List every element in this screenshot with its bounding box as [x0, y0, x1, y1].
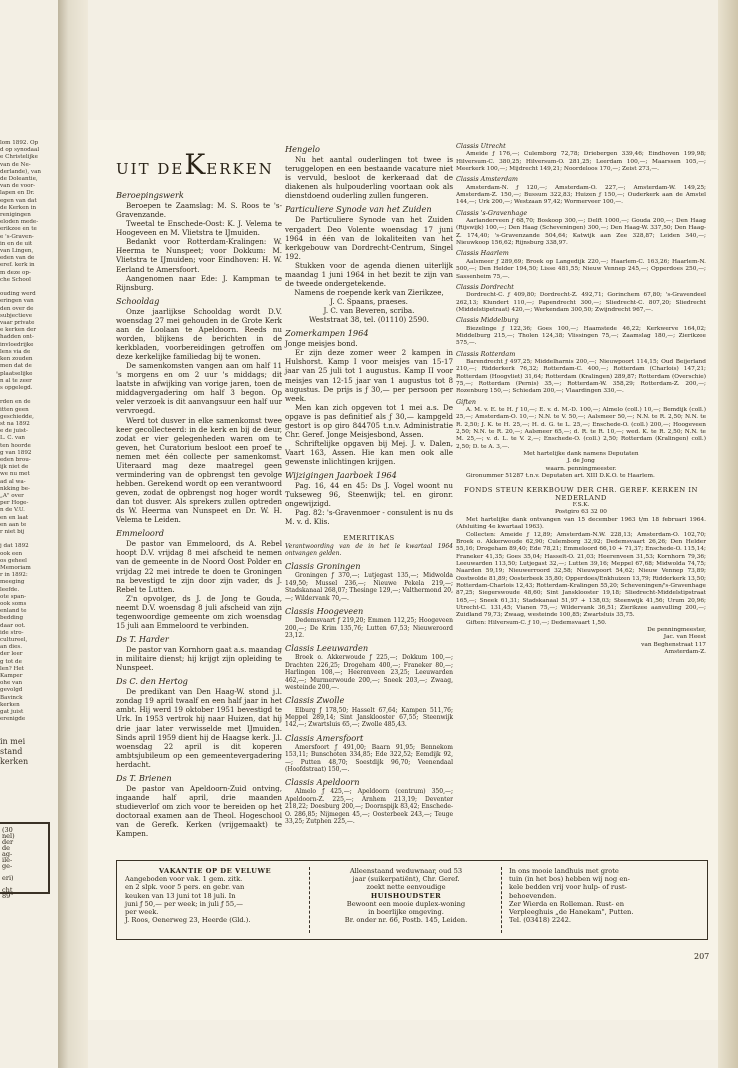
previous-page-line: kerken [0, 757, 29, 767]
section-masthead [116, 148, 284, 184]
section-heading: Giften [456, 397, 476, 406]
previous-page-line: an dies. [0, 644, 23, 651]
previous-page-box-line: cht [2, 886, 13, 894]
previous-page-line: e Christelijke [0, 154, 38, 161]
ad-huishoudster-line: zoekt nette eenvoudige [366, 883, 446, 892]
previous-page-line: ouding werd [0, 291, 36, 298]
page-number: 207 [694, 952, 710, 961]
ad-huishoudster-line: Bewoont een mooie duplex-woning [346, 899, 466, 908]
ad-landhuis [509, 867, 699, 924]
signature-line: J. C. Spaans, praeses. [330, 297, 408, 306]
previous-page-line: rden en de [0, 399, 31, 406]
previous-page-line: in mei [0, 737, 26, 747]
section-heading: Classis Leeuwarden [285, 643, 369, 654]
column-3 [456, 140, 706, 656]
signature-line: Weststraat 38, tel. (01110) 2590. [309, 315, 429, 325]
signature-line: waarn. penningmeester. [545, 465, 617, 472]
previous-page-line: Kamper [0, 673, 23, 680]
paragraph: De Particuliere Synode van het Zuiden vergadert Deo Volente woensdag 17 juni 1964 in één van de lokaliteiten van het kerkgebouw van Dordrecht-Centrum, Singel 192. [285, 215, 453, 261]
previous-page-line: eden van de [0, 255, 35, 262]
masthead-big-letter: K [184, 148, 207, 181]
paragraph: Pag. 82: 's-Gravenmoer - consulent is nu ds M. v. d. Klis. [285, 508, 453, 527]
page-edge [718, 0, 738, 1068]
previous-page-line: lom 1892. Op [0, 140, 39, 146]
previous-page-line: j dat 1892 [0, 543, 29, 550]
ad-huishoudster-line: jaar (suikerpatiënt), Chr. Geref. [352, 875, 460, 884]
column-1 [116, 186, 282, 838]
donation-list: Ameide ƒ 176,—; Culemborg 72,78; Driebergen 339,46; Eindhoven 199,98; Hilversum-C. 380,25; Hilversum-O. 281,25; Leerdam 100,—; Maarssen 105,—; Meerkerk 100,—; Mijdrecht 149,21; Noordeloos 170,—; Zeist 273,—. [456, 151, 706, 173]
donation-list: Met hartelijke dank ontvangen van 15 december 1963 t/m 18 februari 1964. (Afsluiting 4e kwartaal 1963). [456, 516, 706, 531]
donation-list: Dedemsvaart ƒ 219,20; Emmen 112,25; Hoogeveen 200,—; De Krim 135,76; Lutten 67,53; Nieuweroord 23,12. [285, 617, 453, 639]
paragraph: Stukken voor de agenda dienen uiterlijk maandag 1 juni 1964 in het bezit te zijn van de tweede ondergetekende. [285, 260, 453, 288]
previous-page-line: os geheel [0, 557, 27, 564]
section-heading: Classis Hoogeveen [285, 606, 364, 617]
advertisement-strip [116, 860, 708, 940]
ad-vakantie [125, 867, 305, 924]
signature-line: van Beghenstraat 117 [641, 641, 706, 648]
notice-subtitle: Verantwoording van de in het le kwartaal 1964 ontvangen gelden. [285, 542, 453, 557]
signature-line: Met hartelijke dank namens Deputaten [523, 451, 639, 458]
signature-line: Amsterdam-Z. [664, 649, 706, 655]
paragraph: De pastor van Emmeloord, ds A. Rebel hoopt D.V. vrijdag 8 mei afscheid te nemen van de gemeente in de Noord Oost Polder en vrijdag 22 mei intrede te doen te Groningen na bevestigd te zijn door zijn vader, ds J. Rebel te Lutten. [116, 539, 282, 594]
signature-line: F.S.K. [572, 502, 590, 509]
paragraph: Bedankt voor Rotterdam-Kralingen: W. Heerma te Nunspeet; voor Dokkum: M. Vlietstra te IJmuiden; voor Eindhoven: H. W. Eerland te Amersfoort. [116, 237, 282, 274]
previous-page-line: L. C. van [0, 435, 26, 442]
ad-landhuis-line: Tel. (03418) 2242. [509, 916, 572, 925]
donation-list: Gironummer 51287 t.n.v. Deputaten art. XIII D.K.O. te Haarlem. [466, 473, 655, 480]
previous-page-line: ook een [0, 550, 23, 557]
section-heading: Classis Rotterdam [456, 349, 516, 358]
section-heading: Classis Amersfoort [285, 732, 364, 743]
signature-line: Namens de roepende kerk van Zierikzee, [294, 287, 444, 297]
previous-page-sliver [0, 140, 58, 900]
previous-page-line: nkking be- [0, 485, 30, 492]
donation-list: Aarlanderveen ƒ 68,70; Boskoop 300,—; Delft 1000,—; Gouda 200,—; Den Haag (Rijswijk) 100,—; Den Haag (Scheveningen) 300,—; Den Haag-W. 337,50; Den Haag-Z. 174,40; 's-Gravenzande 504,64; Katwijk aan Zee 328,87; Leiden 340,—; Nieuwkoop 156,62; Rijnsburg 338,97. [456, 218, 706, 247]
ad-vakantie-line: keuken van 13 juni tot 18 juli. In [125, 891, 236, 900]
previous-page-line: enland te [0, 608, 27, 615]
paragraph: Er zijn deze zomer weer 2 kampen in Hulshorst. Kamp I voor meisjes van 15-17 jaar van 25 juli tot 1 augustus. Kamp II voor meisjes van 12-15 jaar van 1 augustus tot 8 augustus. De prijs is ƒ 30,— per persoon per week. [285, 348, 453, 403]
previous-page-line [0, 284, 58, 291]
previous-page-box-line: ge- [2, 862, 13, 870]
previous-page-box-line: eri) [2, 874, 14, 882]
previous-page-line: eden brou- [0, 456, 31, 463]
section-heading: Zomerkampen 1964 [285, 328, 369, 339]
section-heading: Ds T. Harder [116, 633, 169, 644]
previous-page-line: e de juist- [0, 428, 28, 435]
section-heading: Particuliere Synode van het Zuiden [285, 204, 432, 215]
previous-page-line: Bavinck [0, 694, 23, 701]
previous-page-line: itten geen [0, 406, 29, 413]
paragraph: De pastor van Kornhorn gaat a.s. maandag in militaire dienst; hij krijgt zijn opleiding te Nunspeet. [116, 645, 282, 673]
ad-landhuis-line: Verpleeghuis „de Hanekam", Putten. [509, 908, 634, 917]
previous-page-line: Memoriam [0, 564, 31, 571]
signature-line: J. C. van Beveren, scriba. [323, 306, 415, 316]
signature-line: De penningmeester, [647, 626, 706, 633]
previous-page-line: egen van dat [0, 197, 37, 204]
previous-page-line: s opgelegd. [0, 384, 33, 391]
previous-page-line: ook soms [0, 601, 27, 607]
section-heading: Classis Middelburg [456, 316, 519, 325]
donation-list: Groningen ƒ 370,—; Lutjegast 135,—; Midwolda 149,50; Mussel 236,—; Nieuwe Pekela 219,—; Stadskanaal 268,07; Thesinge 129,—; Valthermond 20,—; Wildervank 70,—. [285, 572, 453, 602]
previous-page-line: eloden mede- [0, 219, 39, 226]
section-heading: Classis Groningen [285, 561, 361, 572]
previous-page-line: e kerken der [0, 327, 37, 334]
ad-huishoudster-line: Alleenstaand weduwnaar, oud 53 [349, 867, 463, 875]
ad-landhuis-line: tuin (in het bos) hebben wij nog en- [509, 875, 630, 884]
previous-page-line: stand [0, 747, 23, 757]
previous-page-line: n de V.U. [0, 507, 25, 514]
previous-page-box-line: (30 [2, 826, 13, 834]
signature-line: Jac. van Heest [663, 634, 706, 641]
section-heading: Beroepingswerk [116, 190, 184, 200]
previous-page-box-line: nel) [2, 832, 15, 840]
notice-title: FONDS STEUN KERKBOUW DER CHR. GEREF. KERKEN IN NEDERLAND [464, 486, 698, 502]
ad-vakantie-line: J. Roos, Oenerweg 23, Heerde (Gld.). [125, 916, 251, 925]
section-heading: Emmeloord [116, 528, 164, 539]
previous-page-line: cultureel, [0, 637, 28, 644]
donation-list: Elburg ƒ 178,50; Hasselt 67,64; Kampen 511,76; Meppel 289,14; Sint Jansklooster 67,55; Steenwijk 142,—; Zwartsluis 65,—; Zwolle 485,43. [285, 706, 453, 729]
paragraph: De predikant van Den Haag-W. stond j.l. zondag 19 april twaalf en een half jaar in het ambt. Hij werd 19 oktober 1951 bevestigd te Urk. In 1953 vertrok hij naar Huizen, dat hij drie jaar later verwisselde met IJmuiden. Sinds april 1959 dient hij de Haagse kerk. J.l. woensdag 22 april is dit koperen ambtsjubileum op een gemeentevergadering herdacht. [116, 687, 282, 769]
ad-huishoudster-heading: HUISHOUDSTER [370, 891, 442, 900]
previous-page-line: geschiedde, [0, 413, 34, 420]
previous-page-line: gevolgd [0, 687, 23, 694]
previous-page-line: ide stro- [0, 629, 24, 636]
previous-page-line: men dat de [0, 363, 32, 370]
ad-landhuis-line: behoevenden. [509, 891, 557, 900]
paragraph: Pag. 16, 44 en 45: Ds J. Vogel woont nu Tukseweg 96, Steenwijk; tel. en gironr. ongewijzigd. [285, 481, 453, 509]
ad-huishoudster [317, 867, 495, 924]
previous-page-box [0, 822, 50, 900]
previous-page-line: subjectieve [0, 312, 33, 319]
previous-page-line: vaar private [0, 320, 35, 327]
paragraph: Werd tot dusver in elke samenkomst twee keer gecollecteerd: in de kerk en bij de deur, zodat er vier gelegenheden waren om te geven, het Curatorium besloot een proef te nemen met één collecte per samenkomst. Uiteraard mag deze maatregel geen vermindering van de opbrengst ten gevolge hebben. Gerekend wordt op een verantwoord geven, zodat de opbrengst nog hoger wordt dan tot dusver. Als sprekers zullen optreden ds W. Heerma van Nunspeet en Dr. W. H. Velema te Leiden. [116, 415, 282, 525]
ad-vakantie-line: juni ƒ 50,— per week; in juli ƒ 55,— [125, 899, 243, 908]
previous-page-line: len? Het [0, 665, 24, 672]
paragraph: Beroepen te Zaamslag: M. S. Roos te 's-Gravenzande. [116, 201, 282, 220]
previous-page-line: der leer [0, 651, 23, 658]
previous-page-line: de Doleantie, [0, 176, 38, 183]
previous-page-line: hadden ont- [0, 334, 34, 341]
previous-page-line [0, 536, 58, 543]
previous-page-line: invloedrijke [0, 341, 34, 348]
previous-page-line: bedding [0, 615, 24, 622]
previous-page-line: en en laat [0, 514, 29, 521]
ad-divider [309, 867, 310, 933]
section-heading: Hengelo [285, 144, 320, 154]
previous-page-line: lens via de [0, 348, 31, 355]
previous-page-box-line: 89" [2, 892, 14, 900]
donation-list: A. M. v. E. te H. ƒ 10,—; E. v. d. M.-D. 100,—; Almelo (coll.) 10,—; Bemdijk (coll.) 25,—; Amsterdam-O. 10,—; N.N. te V. 50,—; Aalsmeer 50,—; N.N. te R. 2,50; N.N. te R. 2,50; J. K. te H. 25,—; H. d. G. te L. 25,—; Enschede-O. (coll.) 200,—; Hoogeveen 2,50; N.N. te R. 20,—; Aalsmeer 65,—; d. R. te R. 10,—; wed. K. te R. 2,50; N.N. te M. 25,—; v. d. L. te V. 2,—; Enschede-O. (coll.) 2,50; Rotterdam (Kralingen) coll.) 2,50; D. te A. 3,—. [456, 407, 706, 450]
previous-page-line: de Kerken in [0, 204, 37, 211]
previous-page-line: gat juist [0, 709, 24, 716]
section-heading: Ds T. Brienen [116, 772, 172, 783]
notice-title: EMERITIKAS [343, 533, 395, 542]
previous-page-line: erenigde [0, 716, 26, 723]
section-heading: Classis Haarlem [456, 249, 509, 258]
donation-list: Barendrecht ƒ 497,25; Middelharnis 200,—; Nieuwpoort 114,15; Oud Beijerland 210,—; Ridderkerk 76,32; Rotterdam-C. 400,—; Rotterdam (Charlois) 147,21; Rotterdam (Hoogvliet) 31,64; Rotterdam (Kralingen) 289,87; Rotterdam (Overschie) 75,—; Rotterdam (Pernis) 35,—; Rotterdam-W. 358,29; Rotterdam-Z. 200,—; Rozenburg 150,—; Schiedam 200,—; Vlaardingen 330,—. [456, 358, 706, 395]
donation-list: Amsterdam-N. ƒ 120,—; Amsterdam-O. 227,—; Amsterdam-W. 149,25; Amsterdam-Z. 150,—; Bussum 322,83; Huizen ƒ 150,—; Ouderkerk aan de Amstel 144,—; Urk 200,—; Westzaan 97,42; Wormerveer 100,—. [456, 184, 706, 206]
previous-page-line: den over de [0, 305, 34, 312]
paragraph: Schriftelijke opgaven bij Mej. J. v. Dalen, Vaart 163, Assen. Hie kan men ook alle gewenste inlichtingen krijgen. [285, 438, 453, 467]
ad-vakantie-heading: VAKANTIE OP DE VELUWE [158, 867, 272, 875]
section-heading: Classis 's-Gravenhage [456, 208, 528, 217]
paragraph: Onze jaarlijkse Schooldag wordt D.V. woensdag 27 mei gehouden in de Grote Kerk aan de Loolaan te Apeldoorn. Reeds nu worden, blijkens de berichten in de kerkbladen, voorbereidingen getroffen om deze kerkelijke familiedag bij te wonen. [116, 306, 282, 362]
section-heading: Classis Zwolle [285, 695, 345, 706]
previous-page-line: ohe van [0, 680, 23, 687]
previous-page-line: eringen van [0, 298, 34, 305]
donation-list: Amersfoort ƒ 491,00; Baarn 91,95; Bennekom 153,11; Bunschoten 334,85; Ede 322,52; Eemdijk 92,—; Putten 48,70; Soestdijk 96,70; Veenendaal (Hoofdstraat) 150,—. [285, 743, 453, 773]
previous-page-box-line: ag- [2, 850, 13, 858]
ad-huishoudster-line: Br. onder nr. 66, Postb. 145, Leiden. [344, 916, 468, 925]
paragraph: Nu het aantal ouderlingen tot twee is teruggelopen en een bestaande vacature niet is vervuld, besloot de kerkeraad dat de diakenen als hulpouderling voortaan ook als dienstdoend ouderling zullen fungeren. [285, 155, 453, 201]
previous-page-line: derlande), van [0, 168, 42, 175]
section-heading: Ds C. den Hertog [116, 676, 188, 687]
previous-page-line: n al te zeer [0, 377, 32, 384]
ad-huishoudster-line: in boerlijke omgeving. [368, 908, 444, 917]
ad-vakantie-line: en 2 slpk. voor 5 pers. en gebr. van [125, 883, 245, 892]
paragraph: Z'n opvolger, ds J. de Jong te Gouda, neemt D.V. woensdag 8 juli afscheid van zijn tegenwoordige gemeente om zich woensdag 15 juli aan Emmeloord te verbinden. [116, 593, 282, 630]
previous-page-line: ad al wa- [0, 478, 26, 485]
previous-page-box-line: ile- [2, 856, 13, 864]
previous-page-line: erikzee en te [0, 226, 37, 233]
previous-page-line: r niet bij [0, 528, 25, 535]
previous-page-line: ote span- [0, 593, 26, 600]
section-heading: Classis Apeldoorn [285, 777, 360, 788]
paragraph: Aangenomen naar Ede: J. Kampman te Rijnsburg. [116, 273, 282, 292]
previous-page-line: „A" over [0, 492, 24, 499]
donation-list: Dordrecht-C. ƒ 409,80; Dordrecht-Z. 492,71; Gorinchem 67,80; 's-Gravendeel 262,13; Klundert 110,—; Papendrecht 300,—; Sliedrecht-C. 807,20; Sliedrecht (Middelstipetraat) 420,—; Werkendam 300,50; Zwijndrecht 967,—. [456, 292, 706, 313]
donation-list: Almelo ƒ 425,—; Apeldoorn (centrum) 350,—; Apeldoorn-Z. 225,—; Arnhem 213,19; Deventer 218,22; Doesburg 200,—; Doornspijk 83,42; Enschede-O. 286,85; Nijmegen 45,—; Oosterbeek 243,—; Teuge 33,25; Zutphen 225,—. [285, 788, 453, 826]
section-heading: Classis Utrecht [456, 142, 506, 150]
ad-landhuis-line: kele bedden vrij voor hulp- of rust- [509, 883, 627, 892]
previous-page-line: ijk niet de [0, 464, 29, 471]
previous-page-line: e 's-Graven- [0, 233, 34, 240]
paragraph: De pastor van Apeldoorn-Zuid ontving, ingaande half april, drie maanden studieverlof om zich voor te bereiden op het doctoraal examen aan de Theol. Hogeschool van de Gerefk. Kerken (vrijgemaakt) te Kampen. [116, 783, 282, 839]
ad-vakantie-line: Aangeboden voor vak. 1 gem. zitk. [125, 875, 243, 884]
previous-page-line: van Lingen, [0, 248, 34, 255]
column-2 [285, 140, 453, 826]
previous-page-line: d op synodaal [0, 147, 40, 154]
ad-divider [501, 867, 502, 933]
previous-page-line: ken zouden [0, 356, 33, 363]
previous-page-line: leefde. [0, 586, 20, 593]
ad-landhuis-line: Zer Wierda en Rolleman. Rust- en [509, 899, 625, 908]
donation-list: Giften: Hilversum-C. ƒ 10,—; Dedemsvaart 1,50. [466, 619, 607, 626]
paragraph: Men kan zich opgeven tot 1 mei a.s. De opgave is pas definitief als ƒ 30,— kampgeld gestort is op giro 844705 t.n.v. Administratie Chr. Geref. Jonge Meisjesbond, Assen. [285, 402, 453, 439]
donation-list: Collecten: Ameide ƒ 12,89; Amsterdam-N.W. 228,13; Amsterdam-O. 102,70; Broek o. Akkerwoude 62,90; Culemborg 32,92; Dedemsvaart 26,26; Den Helder 55,16; Drogeham 89,40; Ede 78,21; Emmeloord 66,10 + 71,37; Enschede-O. 115,14; Franeker 41,35; Goes 35,04; Hasselt-O. 21,03; Heerenveen 31,53; Kornhorn 79,36; Leeuwarden 113,50; Lutjegast 32,—; Lutten 39,16; Meppel 67,68; Midwolda 74,75; Naarden 59,19; Nieuwerroord 32,58; Nieuwpoort 54,62; Nieuw Vennep 73,89; Oostwolde 81,89; Oosterbeek 35,80; Opperdoes/Enkhuizen 13,79; Ridderkerk 13,50; Rotterdam-Charlois 12,43; Rotterdam-Kralingen 55,20; Scheveningen/'s-Gravenhage 87,25; Siegerswoude 48,60; Sint Jansklooster 19,18; Sliedrecht-Middelstipstraat 165,—; Sneek 61,31; Stadskanaal 51,97 + 138,03; Steenwijk 41,56; Urum 20,96; Utrecht-C. 131,45; Vianen 75,—; Wildervank 36,51; Zierikzee aanvulling 200,—; Zuidland 79,73; Zwaag, westeinde 100,85; Zwartsluis 35,75. [456, 531, 706, 619]
masthead-rest: ERKEN [206, 160, 274, 178]
ad-landhuis-line: In ons mooie landhuis met grote [509, 867, 619, 875]
paragraph: Tweetal te Enschede-Oost: K. J. Velema te Hoogeveen en M. Vlietstra te IJmuiden. [116, 219, 282, 238]
donation-list: Aalsmeer ƒ 289,69; Broek op Langedijk 220,—; Haarlem-C. 163,26; Haarlem-N. 500,—; Den Helder 194,50; Lisse 481,55; Nieuw Vennep 245,—; Opperdoes 250,—; Sassenheim 75,—. [456, 258, 706, 280]
previous-page-line: lapen en Dr. [0, 190, 35, 197]
previous-page-box-line: de [2, 844, 11, 852]
previous-page-line: m deze op- [0, 269, 31, 276]
previous-page-line: van de Ne- [0, 161, 31, 168]
previous-page-line: in en de uit [0, 240, 33, 247]
previous-page-line: van de voor- [0, 183, 36, 190]
previous-page-line: renigingen [0, 212, 31, 219]
previous-page-line: plaatselijke [0, 370, 33, 377]
previous-page-box-line: der [2, 838, 14, 846]
previous-page-line: en aan te [0, 521, 27, 528]
section-heading: Schooldag [116, 295, 160, 306]
previous-page-line: ten hoorde [0, 442, 31, 449]
previous-page-line: st na 1892 [0, 420, 30, 427]
paragraph: De samenkomsten vangen aan om half 11 's morgens en om 2 uur 's middags; dit laatste in afwijking van vorige jaren, toen de middagvergadering om half 3 begon. Op veler verzoek is dit aanvangsuur een half uur vervroegd. [116, 361, 282, 416]
masthead-prefix: UIT DE [116, 160, 185, 178]
paragraph: Jonge meisjes bond. [285, 339, 358, 349]
previous-page-line: daar oot. [0, 622, 26, 629]
section-heading: Wijzigingen Jaarboek 1964 [285, 470, 397, 481]
previous-page-line: we nu met [0, 471, 30, 478]
previous-page-line: g tot de [0, 658, 22, 665]
signature-line: J. de Jong [567, 458, 595, 465]
book-gutter [58, 0, 88, 1068]
previous-page-line [0, 392, 58, 399]
previous-page-line: r in 1892: [0, 572, 28, 579]
section-heading: Classis Dordrecht [456, 282, 514, 291]
donation-list: Biezelinge ƒ 122,36; Goes 100,—; Haamstede 46,22; Kerkwerve 164,02; Middelburg 215,—; Tholen 124,38; Vlissingen 75,—; Zaamslag 180,—; Zierikzee 575,—. [456, 325, 706, 347]
donation-list: Broek o. Akkerwoude ƒ 225,—; Dokkum 100,—; Drachten 226,25; Drogeham 400,—; Franeker 80,—; Harlingen 108,—; Heerenveen 23,25; Leeuwarden 462,—; Murmerwoude 200,—; Sneek 203,—; Zwaag, westeinde 200,—. [285, 654, 453, 692]
previous-page-line: eref. kerk in [0, 262, 35, 269]
previous-page-line: meeging [0, 579, 25, 586]
previous-page-line: g van 1892 [0, 449, 32, 456]
section-heading: Classis Amsterdam [456, 175, 518, 184]
previous-page-line: per Hoge- [0, 500, 29, 507]
ad-vakantie-line: per week. [125, 908, 159, 917]
previous-page-line: kerken [0, 701, 20, 708]
previous-page-line: che School [0, 276, 31, 283]
signature-line: Postgiro 63 32 00 [555, 509, 607, 516]
